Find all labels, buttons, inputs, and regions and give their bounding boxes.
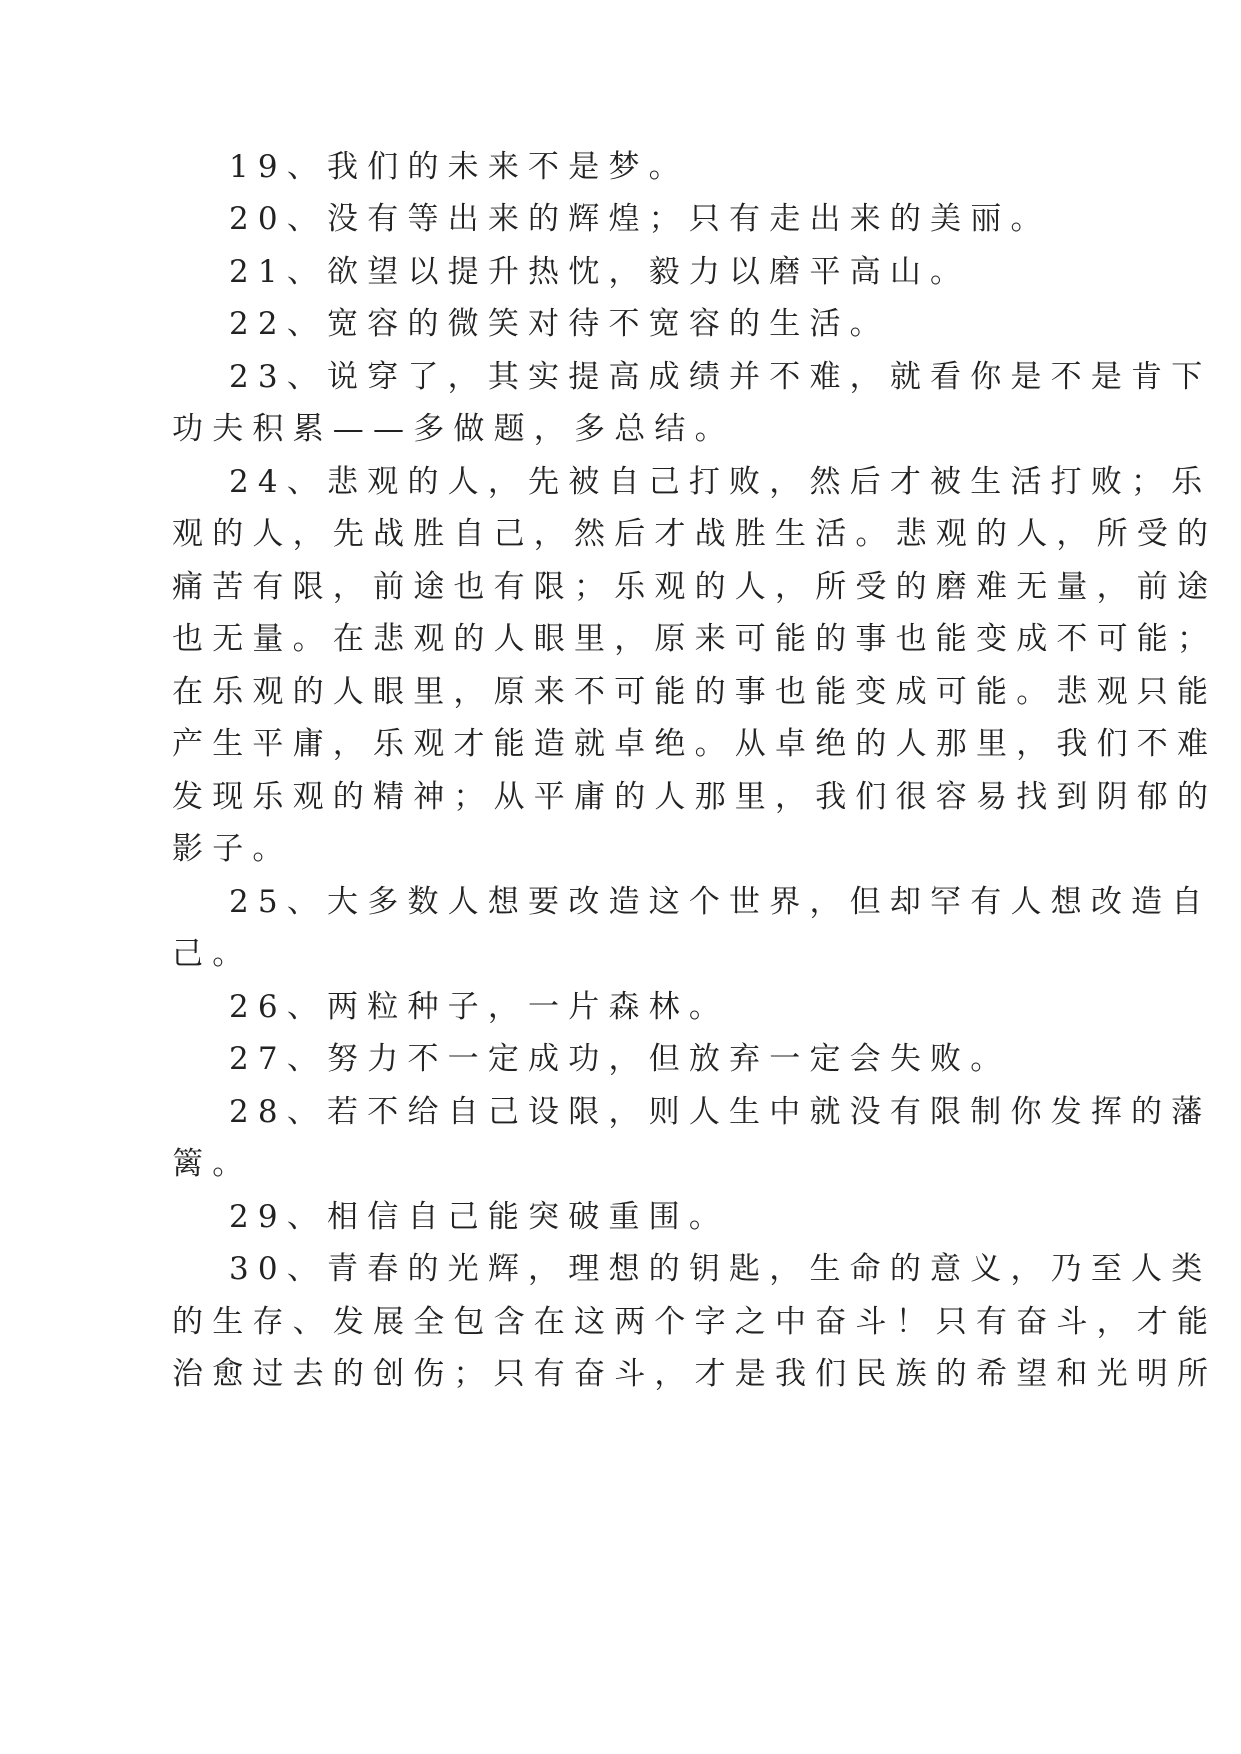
text-line: 28、若不给自己设限，则人生中就没有限制你发挥的藩 (229, 1094, 1212, 1130)
text-line: 27、努力不一定成功，但放弃一定会失败。 (229, 1041, 1011, 1077)
text-line: 26、两粒种子，一片森林。 (229, 989, 730, 1025)
text-line: 产生平庸，乐观才能造就卓绝。从卓绝的人那里，我们不难 (172, 726, 1218, 762)
text-line: 观的人，先战胜自己，然后才战胜生活。悲观的人，所受的 (172, 516, 1218, 552)
text-line: 23、说穿了，其实提高成绩并不难，就看你是不是肯下 (229, 359, 1212, 395)
text-line: 发现乐观的精神；从平庸的人那里，我们很容易找到阴郁的 (172, 779, 1218, 815)
text-line: 29、相信自己能突破重围。 (229, 1199, 730, 1235)
text-line: 也无量。在悲观的人眼里，原来可能的事也能变成不可能； (172, 621, 1218, 657)
text-line: 20、没有等出来的辉煌；只有走出来的美丽。 (229, 201, 1051, 237)
text-line: 25、大多数人想要改造这个世界，但却罕有人想改造自 (229, 884, 1212, 920)
text-line: 21、欲望以提升热忱，毅力以磨平高山。 (229, 254, 971, 290)
text-line: 影子。 (172, 831, 293, 867)
text-line: 功夫积累——多做题，多总结。 (172, 411, 735, 447)
text-line: 22、宽容的微笑对待不宽容的生活。 (229, 306, 890, 342)
text-line: 在乐观的人眼里，原来不可能的事也能变成可能。悲观只能 (172, 674, 1218, 710)
text-line: 痛苦有限，前途也有限；乐观的人，所受的磨难无量，前途 (172, 569, 1218, 605)
text-line: 24、悲观的人，先被自己打败，然后才被生活打败；乐 (229, 464, 1212, 500)
text-line: 19、我们的未来不是梦。 (229, 149, 689, 185)
text-line: 己。 (172, 936, 253, 972)
text-line: 的生存、发展全包含在这两个字之中奋斗！只有奋斗，才能 (172, 1304, 1218, 1340)
text-line: 篱。 (172, 1146, 253, 1182)
text-line: 30、青春的光辉，理想的钥匙，生命的意义，乃至人类 (229, 1251, 1212, 1287)
text-line: 治愈过去的创伤；只有奋斗，才是我们民族的希望和光明所 (172, 1356, 1218, 1392)
